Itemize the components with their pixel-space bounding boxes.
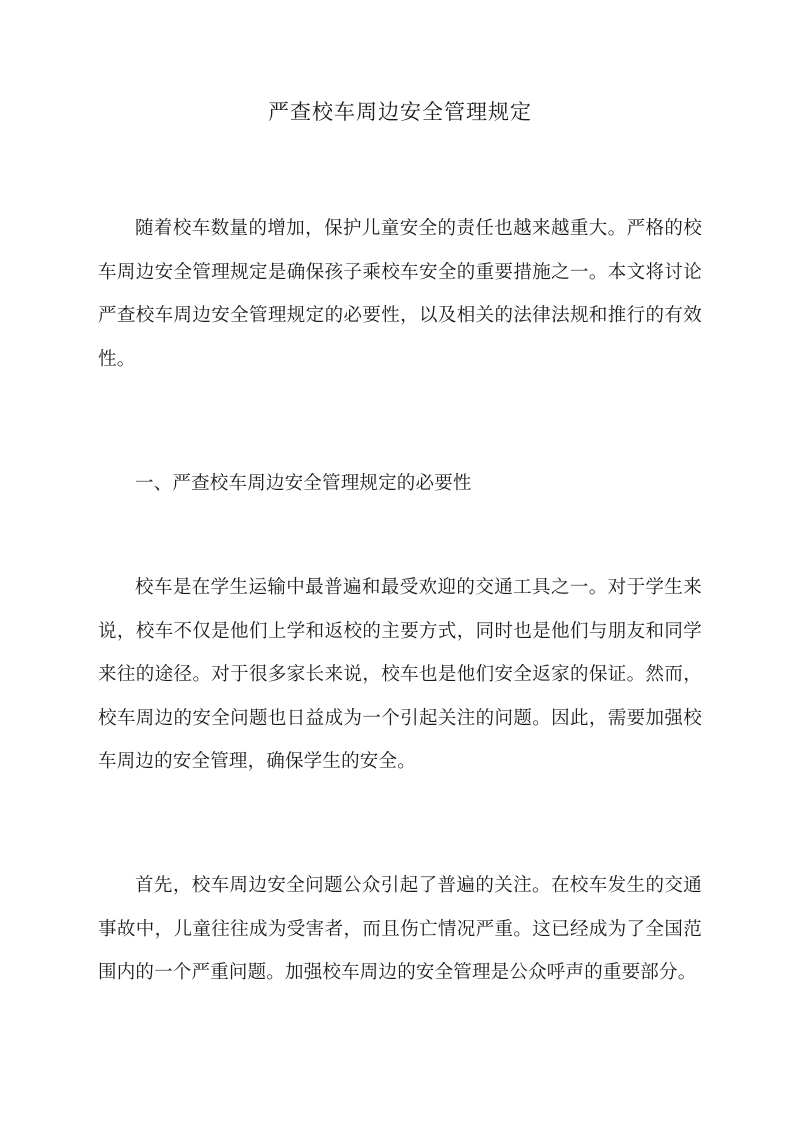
intro-paragraph: 随着校车数量的增加，保护儿童安全的责任也越来越重大。严格的校车周边安全管理规定是确保孩子乘校车安全的重要措施之一。本文将讨论严查校车周边安全管理规定的必要性，以及相关的法律法规和推行的有效性。 xyxy=(98,218,702,370)
body-paragraph: 校车是在学生运输中最普遍和最受欢迎的交通工具之一。对于学生来说，校车不仅是他们上学和返校的主要方式，同时也是他们与朋友和同学来往的途径。对于很多家长来说，校车也是他们安全返家的保证。然而，校车周边的安全问题也日益成为一个引起关注的问题。因此，需要加强校车周边的安全管理，确保学生的安全。 xyxy=(98,577,702,772)
body-paragraph: 首先，校车周边安全问题公众引起了普遍的关注。在校车发生的交通事故中，儿童往往成为受害者，而且伤亡情况严重。这已经成为了全国范围内的一个严重问题。加强校车周边的安全管理是公众呼声的重要部分。 xyxy=(98,875,702,983)
section-heading: 一、严查校车周边安全管理规定的必要性 xyxy=(135,473,472,494)
document-title: 严查校车周边安全管理规定 xyxy=(268,100,532,124)
